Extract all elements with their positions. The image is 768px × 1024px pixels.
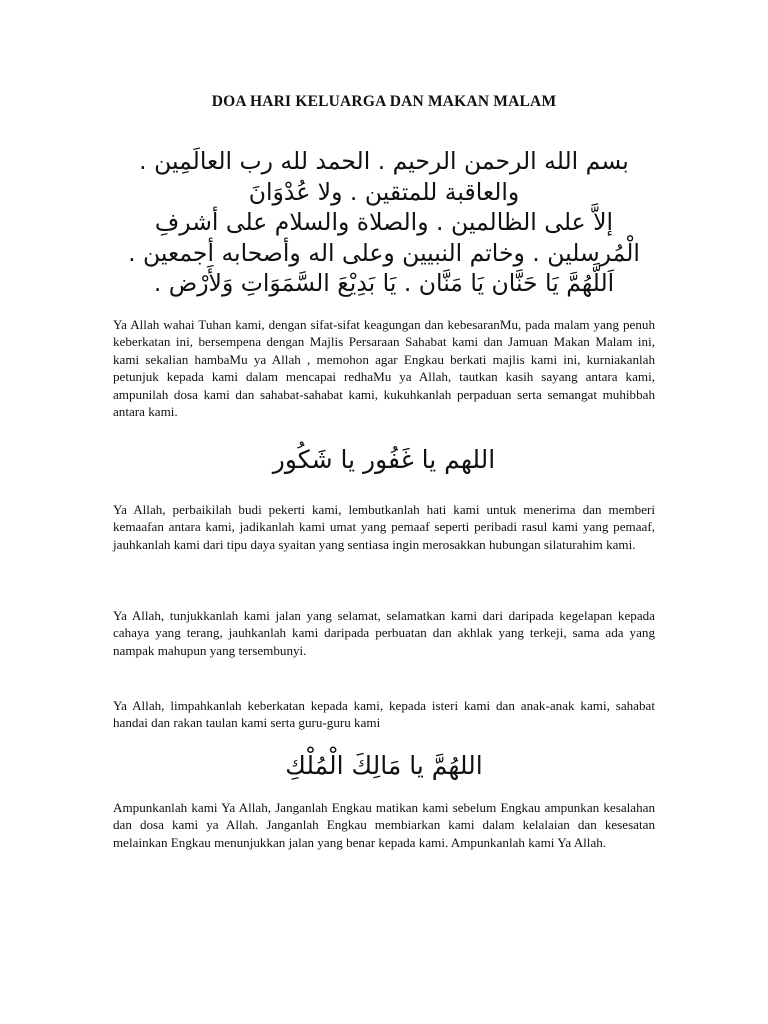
arabic-invocation-malik: اللهُمَّ يا مَالِكَ الْمُلْكِ <box>285 751 483 780</box>
prayer-paragraph-1: Ya Allah wahai Tuhan kami, dengan sifat-sifat keagungan dan kebesaranMu, pada malam yang penuh keberkatan ini, bersempena dengan Majlis Persaraan Sahabat kami dan Jamuan Makan Malam ini, kami sekalian hambaMu ya Allah , memohon agar Engkau berkati majlis kami ini, kurniakanlah petunjuk kepada kami dalam mencapai redhaMu ya Allah, tautkan kasih sayang antara kami, ampunilah dosa kami dan sahabat-sahabat kami, kukuhkanlah perpaduan serta semangat muhibbah antara kami. <box>113 317 655 420</box>
arabic-line: إلاَّ على الظالمين . والصلاة والسلام على أشرفِ <box>154 208 614 236</box>
arabic-line: اَللَّهُمَّ يَا حَنَّان يَا مَنَّان . يَا بَدِيْعَ السَّمَوَاتِ وَلأَرْض . <box>153 269 615 297</box>
prayer-paragraph-3: Ya Allah, tunjukkanlah kami jalan yang selamat, selamatkan kami dari daripada kegelapan kepada cahaya yang terang, jauhkanlah kami daripada perbuatan dan akhlak yang terkeji, sama ada yang nampak mahupun yang tersembunyi. <box>113 608 655 658</box>
prayer-paragraph-5: Ampunkanlah kami Ya Allah, Janganlah Engkau matikan kami sebelum Engkau ampunkan kesalahan dan dosa kami ya Allah. Janganlah Engkau membiarkan kami dalam kelalaian dan kesesatan melainkan Engkau menunjukkan jalan yang benar kepada kami. Ampunkanlah kami Ya Allah. <box>113 800 655 850</box>
prayer-paragraph-2: Ya Allah, perbaikilah budi pekerti kami, lembutkanlah hati kami untuk menerima dan memberi kemaafan antara kami, jadikanlah kami umat yang pemaaf seperti peribadi rasul kami yang pemaaf, jauhkanlah kami dari tipu daya syaitan yang sentiasa ingin merosakkan hubungan silaturahim kami. <box>113 502 655 552</box>
arabic-line: والعاقبة للمتقين . ولا عُدْوَانَ <box>248 177 520 206</box>
arabic-line: بسم الله الرحمن الرحيم . الحمد لله رب العالَمِين . <box>139 147 629 175</box>
document-title: DOA HARI KELUARGA DAN MAKAN MALAM <box>211 93 557 110</box>
arabic-opening-prayer <box>113 146 655 299</box>
arabic-line: الْمُرسلين . وخاتم النبيين وعلى اله وأصحابه أجمعين . <box>128 238 640 267</box>
arabic-invocation-ghafur: اللهم يا غَفُور يا شَكُور <box>272 445 496 474</box>
prayer-paragraph-4: Ya Allah, limpahkanlah keberkatan kepada kami, kepada isteri kami dan anak-anak kami, sahabat handai dan rakan taulan kami serta guru-guru kami <box>113 698 655 731</box>
